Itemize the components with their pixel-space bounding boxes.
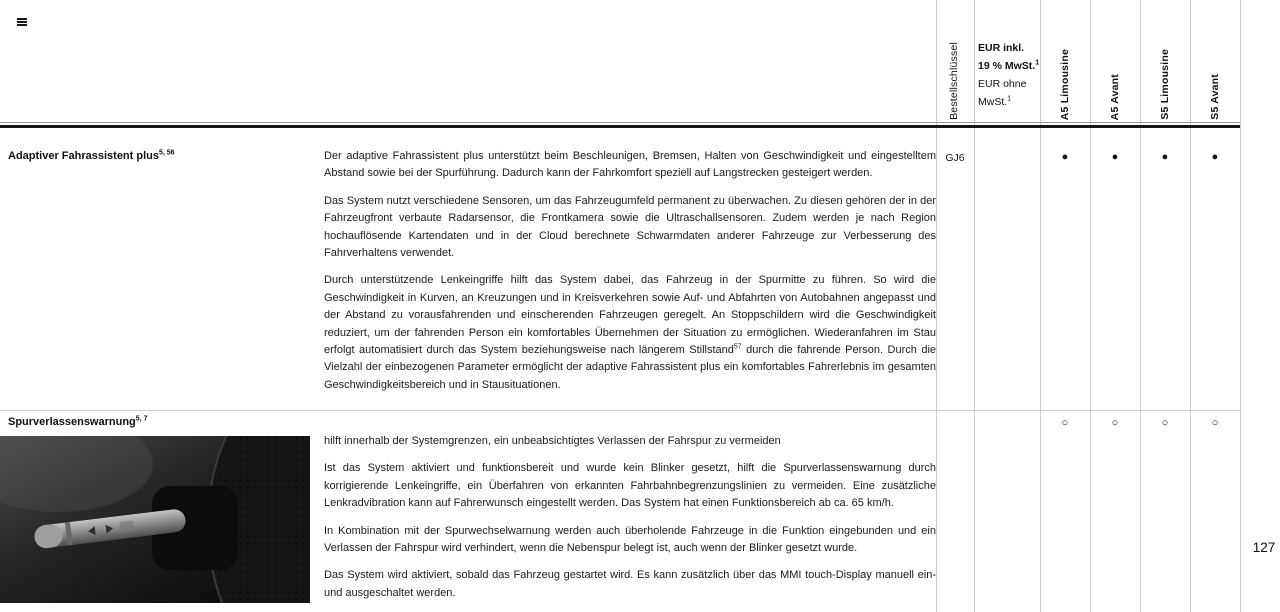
availability-dot-a5-avant: ● (1111, 151, 1119, 163)
feature-description-adaptiver-fahrassistent-plus (324, 148, 936, 404)
feature-paragraph: Das System wird aktiviert, sobald das Fahrzeug gestartet wird. Es kann zusätzlich über das MMI touch-Display manuell ein- und ausgeschaltet werden. (324, 569, 936, 599)
flag-stripe (17, 18, 27, 20)
feature-paragraph: In Kombination mit der Spurwechselwarnung werden auch überholende Fahrzeuge in die Funktion eingebunden und ein Verlassen der Fahrspur wird verhindert, wenn die Nebenspur belegt ist, auch wenn der Blinker gesetzt wurde. (324, 524, 936, 555)
feature-paragraph: Ist das System aktiviert und funktionsbereit und wurde kein Blinker gesetzt, hilft die Spurverlassenswarnung durch korrigierende Lenkeingriffe, ein Überfahren von erkannten Fahrbahnbegrenzungslinien zu vermeiden. Eine zusätzliche Lenkradvibration kann auf Fahrerwunsch eingestellt werden. Das System hat einen Funktionsbereich ab ca. 65 km/h. (324, 462, 936, 510)
header-rule-thin (0, 122, 1240, 123)
page-number: 127 (1252, 540, 1276, 555)
flag-icon (17, 18, 27, 26)
price-line: 19 % MwSt.$^1$ (978, 59, 1040, 72)
table-grid-line (974, 0, 975, 612)
order-code-cell: GJ6 (945, 152, 965, 164)
turn-signal-stalk-image (0, 436, 310, 603)
footnote-sup: 5, 7 (135, 415, 148, 423)
footnote-sup: 1 (1035, 59, 1040, 67)
header-rule-thick (0, 125, 1240, 128)
flag-stripe (17, 21, 27, 23)
availability-circle-a5-limousine: ○ (1061, 417, 1069, 429)
footnote-sup: 57 (733, 343, 742, 351)
column-header-a5-limousine: A5 Limousine (1059, 48, 1071, 120)
feature-description-spurverlassenswarnung (324, 433, 936, 612)
availability-dot-s5-avant: ● (1211, 151, 1219, 163)
feature-title-spurverlassenswarnung: Spurverlassenswarnung$^{5, 7}$ (8, 415, 148, 428)
column-header-order-code: Bestellschlüssel (948, 42, 960, 120)
flag-stripe (17, 24, 27, 26)
table-grid-line (1040, 0, 1041, 612)
table-grid-line (1090, 0, 1091, 612)
table-grid-line (1190, 0, 1191, 612)
feature-paragraph: hilft innerhalb der Systemgrenzen, ein unbeabsichtigtes Verlassen der Fahrspur zu vermeiden (324, 435, 781, 447)
column-header-a5-avant: A5 Avant (1109, 73, 1121, 120)
table-grid-line (1140, 0, 1141, 612)
price-line: EUR inkl. (978, 42, 1025, 54)
column-header-s5-avant: S5 Avant (1209, 74, 1221, 120)
availability-circle-s5-limousine: ○ (1161, 417, 1169, 429)
footnote-sup: 1 (1007, 95, 1012, 103)
footnote-sup: 5, 56 (159, 149, 175, 157)
feature-paragraph: Das System nutzt verschiedene Sensoren, um das Fahrzeugumfeld permanent zu überwachen. Zu diesen gehören der in der Fahrzeugfront verbaute Radarsensor, die Frontkamera sowie die Ultraschallsensoren. Zudem werden je nach Region hochauflösende Kartendaten und in der Cloud berechnete Schwarmdaten anderer Fahrzeuge zur Verbesserung des Fahrverhaltens verwendet. (324, 194, 936, 260)
table-grid-line (936, 0, 937, 612)
availability-dot-s5-limousine: ● (1161, 151, 1169, 163)
table-grid-line (1240, 0, 1241, 612)
row-divider (0, 410, 1240, 411)
column-header-price (978, 39, 1039, 111)
price-line: EUR ohne (978, 78, 1027, 90)
availability-dot-a5-limousine: ● (1061, 151, 1069, 163)
feature-paragraph: Durch unterstützende Lenkeingriffe hilft das System dabei, das Fahrzeug in der Spurmitte zu führen. So wird die Geschwindigkeit in Kurven, an Kreuzungen und in Kreisverkehren sowie Auf- und Abfahrten von Autobahnen angepasst und der Abstand zu vorausfahrenden und einscherenden Fahrzeugen geregelt. An Stoppschildern wird die Geschwindigkeit reduziert, um der fahrenden Person ein komfortables Übernehmen der Situation zu ermöglichen. Wiederanfahren im Stau erfolgt automatisiert durch das System beziehungsweise nach längerem Stillstand$^{57}$ durch die fahrende Person. Durch die Vielzahl der einbezogenen Parameter ermöglicht der adaptive Fahrassistent plus ein komfortables Fahrerlebnis im gesamten Geschwindigkeitsbereich und in Stausituationen. (324, 274, 936, 391)
availability-circle-s5-avant: ○ (1211, 417, 1219, 429)
feature-paragraph: Der adaptive Fahrassistent plus unterstützt beim Beschleunigen, Bremsen, Halten von Geschwindigkeit und eingestelltem Abstand sowie bei der Spurführung. Dadurch kann der Fahrkomfort speziell auf Langstrecken gesteigert werden. (324, 150, 936, 180)
column-header-s5-limousine: S5 Limousine (1159, 49, 1171, 120)
feature-title-adaptiver-fahrassistent-plus: Adaptiver Fahrassistent plus$^{5, 56}$ (8, 149, 175, 162)
availability-circle-a5-avant: ○ (1111, 417, 1119, 429)
price-line: MwSt.$^1$ (978, 95, 1012, 108)
